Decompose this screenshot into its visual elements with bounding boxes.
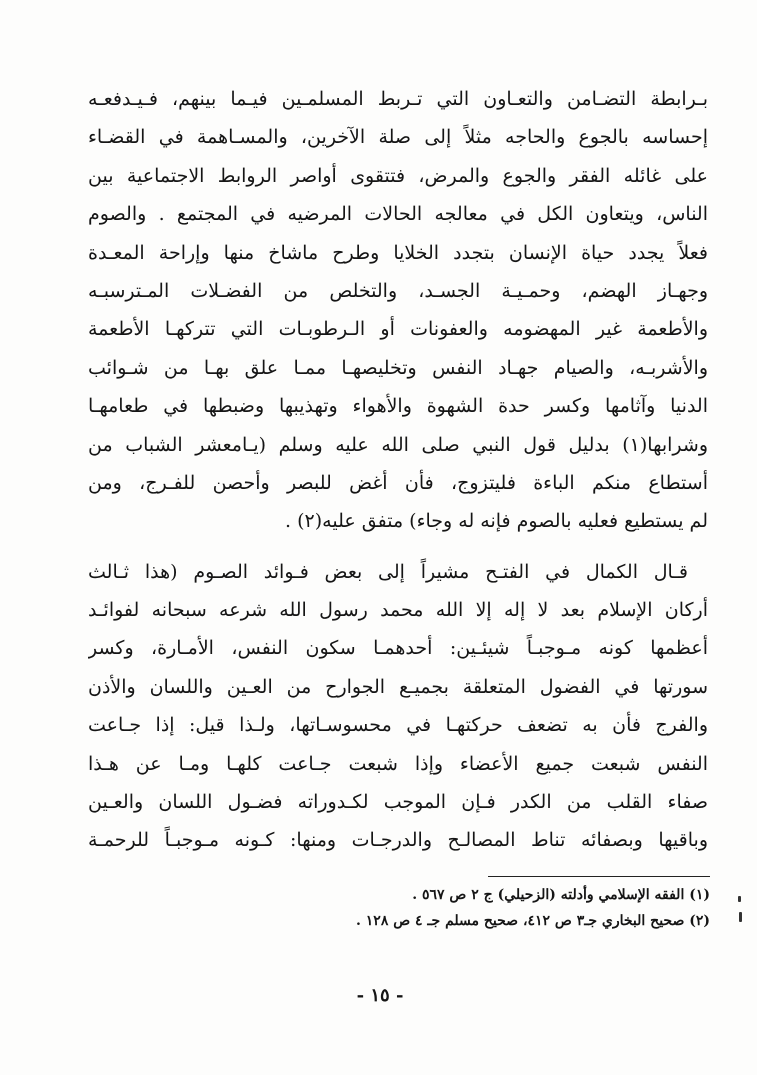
text-line: أركان الإسلام بعد لا إله إلا الله محمد رسول الله شرعه سبحانه لفوائـد <box>88 599 708 622</box>
text-line: وشرابها(١) بدليل قول النبي صلى الله عليه وسلم (يـامعشر الشباب من <box>88 433 708 456</box>
footnotes <box>150 882 710 934</box>
text-line: الناس، ويتعاون الكل في معالجه الحالات المرضيه في المجتمع . والصوم <box>88 203 708 226</box>
footnote-2: (٢) صحيح البخاري جـ٣ ص ٤١٢، صحيح مسلم جـ ٤ ص ١٢٨ . <box>356 913 710 929</box>
text-line: على غائله الفقر والجوع والمرض، فتتقوى أواصر الروابط الاجتماعية بين <box>88 164 708 187</box>
text-line: والأطعمة غير المهضومه والعفونات أو الـرطوبـات التي تتركهـا الأطعمة <box>88 318 708 341</box>
text-line: وباقيها وبصفائه تناط المصالـح والدرجـات ومنها: كـونه مـوجبـاً للرحمـة <box>88 829 708 852</box>
text-line: سورتها في الفضول المتعلقة بجميـع الجوارح من العـين واللسان والأذن <box>88 675 708 698</box>
text-line: لم يستطيع فعليه بالصوم فإنه له وجاء) متفق عليه(٢) . <box>285 510 708 533</box>
paragraph-gap <box>88 541 708 553</box>
text-line: الدنيا وآثامها وكسر حدة الشهوة والأهواء وتهذيبها وضبطها في طعامهـا <box>88 395 708 418</box>
page-number: - ١٥ - <box>356 985 404 1006</box>
text-line: بـرابطة التضـامن والتعـاون التي تـربط المسلمـين فيـما بينهم، فـيـدفعـه <box>88 88 708 110</box>
main-text <box>88 80 708 860</box>
text-line: النفس شبعت جميع الأعضاء وإذا شبعت جـاعت كلهـا ومـا عن هـذا <box>88 752 708 775</box>
text-line: قـال الكمال في الفتـح مشيراً إلى بعض فـوائد الصـوم (هذا ثـالث <box>88 560 688 583</box>
scan-margin-mark <box>738 896 741 902</box>
text-line: أستطاع منكم الباءة فليتزوج، فأن أغض للبصر وأحصن للفـرج، ومن <box>88 471 708 494</box>
text-line: والفرج فأن به تضعف حركتهـا في محسوسـاتها، ولـذا قيل: إذا جـاعت <box>88 714 708 737</box>
text-line: فعلاً يجدد حياة الإنسان بتجدد الخلايا وطرح ماشاخ منها وإراحة المعـدة <box>88 241 708 264</box>
scan-margin-mark <box>739 912 742 922</box>
text-line: وجهـاز الهضم، وحمـيـة الجسـد، والتخلص من الفضـلات المـترسبـه <box>88 279 708 302</box>
footnote-separator <box>488 876 710 877</box>
text-line: صفاء القلب من الكدر فـإن الموجب لكـدوراته فضـول اللسان والعـين <box>88 791 708 814</box>
text-line: إحساسه بالجوع والحاجه مثلاً إلى صلة الآخرين، والمسـاهمة في القضـاء <box>88 126 708 149</box>
text-line: أعظمها كونه مـوجبـاً شيئـين: أحدهمـا سكون النفس، الأمـارة، وكسر <box>88 637 708 660</box>
paragraph-1 <box>88 80 708 541</box>
footnote-1: (١) الفقه الإسلامي وأدلته (الزحيلي) ج ٢ ص ٥٦٧ . <box>412 887 710 903</box>
text-line: والأشربـه، والصيام جهـاد النفس وتخليصهـا ممـا علق بهـا من شـوائب <box>88 356 708 379</box>
paragraph-2 <box>88 553 708 860</box>
